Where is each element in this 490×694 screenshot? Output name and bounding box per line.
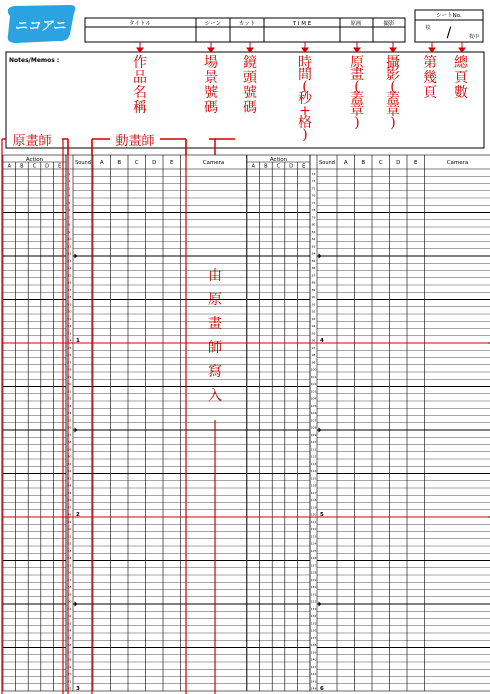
cel-col-header: C — [134, 160, 139, 166]
frame-number: 2 — [68, 179, 71, 183]
frame-number: 78 — [311, 208, 316, 212]
action-col-header: E — [302, 163, 306, 170]
frame-number: 41 — [67, 461, 72, 466]
frame-number: 79 — [311, 215, 316, 220]
frame-number: 104 — [310, 396, 317, 401]
second-mark: 4 — [320, 338, 324, 344]
frame-number: 32 — [67, 396, 72, 401]
frame-number: 144 — [310, 686, 317, 691]
frame-number: 27 — [67, 360, 72, 365]
logo — [8, 5, 76, 43]
frame-number: 71 — [67, 679, 72, 684]
second-mark: 3 — [76, 686, 80, 692]
frame-number: 97 — [311, 345, 316, 350]
frame-number: 37 — [67, 432, 72, 437]
camera-label: Camera — [202, 160, 225, 166]
annotation-scene-no: 場景號碼 — [204, 55, 218, 116]
frame-number: 58 — [67, 585, 72, 589]
frame-number: 62 — [67, 614, 72, 618]
action-col-header: A — [7, 163, 12, 170]
action-col-header: A — [251, 163, 256, 170]
frame-number: 56 — [67, 570, 72, 575]
frame-number: 93 — [311, 316, 316, 321]
frame-number: 138 — [310, 643, 317, 647]
frame-number: 16 — [67, 280, 72, 285]
frame-number: 76 — [311, 193, 316, 198]
frame-number: 124 — [310, 541, 317, 546]
cel-col-header: B — [361, 160, 366, 166]
frame-number: 57 — [67, 577, 72, 582]
frame-number: 25 — [67, 345, 72, 350]
frame-number: 118 — [310, 498, 317, 502]
cel-col-header: B — [117, 160, 122, 166]
frame-number: 11 — [67, 244, 72, 249]
frame-number: 140 — [310, 657, 317, 662]
frame-number: 98 — [311, 353, 316, 357]
frame-number: 24 — [67, 338, 72, 343]
header-satsuei-label: 撮影 — [383, 21, 395, 27]
frame-number: 87 — [311, 273, 316, 278]
frame-number: 83 — [311, 244, 316, 249]
frame-number: 7 — [68, 215, 71, 220]
frame-number: 67 — [67, 650, 72, 655]
sheet-slash: / — [446, 25, 452, 41]
frame-number: 17 — [67, 287, 72, 292]
action-col-header: C — [276, 163, 281, 170]
camera-label: Camera — [446, 160, 469, 166]
cel-col-header: D — [152, 160, 157, 166]
action-label: Action — [25, 157, 44, 163]
frame-number: 107 — [310, 418, 317, 423]
frame-number: 4 — [68, 193, 71, 198]
header-genga-label: 原画 — [350, 21, 362, 27]
frame-number: 3 — [68, 186, 71, 191]
header-arrows — [137, 42, 465, 52]
annotation-cut-no: 鏡頭號碼 — [243, 55, 257, 116]
frame-number: 52 — [67, 541, 72, 546]
second-mark: 5 — [320, 512, 324, 518]
half-second-marker — [319, 428, 322, 433]
frame-number: 15 — [67, 273, 72, 278]
action-block — [247, 155, 310, 691]
frame-number: 35 — [67, 418, 72, 423]
annotation-total-pages: 總頁數 — [454, 55, 468, 101]
sheet-no-label: シートNo. — [436, 13, 462, 19]
frame-number: 8 — [68, 222, 71, 227]
cel-col-header: C — [378, 160, 383, 166]
frame-number: 112 — [310, 454, 317, 459]
header-title-label: タイトル — [129, 21, 151, 27]
frame-number: 139 — [310, 650, 317, 655]
frame-number: 53 — [67, 548, 72, 553]
frame-number: 30 — [67, 382, 72, 386]
frame-number: 60 — [67, 599, 72, 604]
frame-number: 111 — [310, 447, 317, 452]
frame-number: 1 — [68, 171, 71, 176]
annotation-douga-artist: 動畫師 — [115, 134, 155, 149]
frame-number: 114 — [310, 469, 317, 473]
frame-number: 42 — [67, 469, 72, 473]
frame-number: 121 — [310, 519, 317, 524]
frame-number: 113 — [310, 461, 317, 466]
frame-number: 21 — [67, 316, 72, 321]
frame-number: 96 — [311, 338, 316, 343]
frame-number: 134 — [310, 614, 317, 618]
frame-number: 64 — [67, 628, 72, 633]
frame-number: 81 — [311, 229, 316, 234]
annotation-work-name: 作品名稱 — [133, 55, 147, 116]
frame-number: 23 — [67, 331, 72, 336]
frame-number: 133 — [310, 606, 317, 611]
frame-number: 74 — [311, 179, 316, 183]
frame-number: 125 — [310, 548, 317, 553]
logo-text: ニコアニ — [14, 19, 66, 34]
action-col-header: D — [289, 163, 294, 170]
cel-col-header: A — [99, 160, 104, 166]
half-second-marker — [319, 602, 322, 607]
frame-number: 122 — [310, 527, 317, 531]
half-second-marker — [75, 254, 78, 259]
frame-number: 102 — [310, 382, 317, 386]
frame-number: 29 — [67, 374, 72, 379]
frame-number: 28 — [67, 367, 72, 372]
frame-number: 85 — [311, 258, 316, 263]
frame-number: 109 — [310, 432, 317, 437]
frame-number: 128 — [310, 570, 317, 575]
frame-number: 88 — [311, 280, 316, 285]
half-second-marker — [75, 602, 78, 607]
frame-number: 91 — [311, 302, 316, 307]
frame-number: 90 — [311, 295, 316, 299]
frame-number: 45 — [67, 490, 72, 495]
sheet-right-half — [247, 155, 490, 692]
frame-number: 61 — [67, 606, 72, 611]
action-col-header: D — [45, 163, 50, 170]
frame-number: 50 — [67, 527, 72, 531]
frame-number: 51 — [67, 534, 72, 539]
frame-number: 77 — [311, 200, 316, 205]
header-cut-label: カット — [238, 21, 256, 27]
header-time-label: T I M E — [292, 21, 312, 27]
cel-col-header: E — [170, 160, 174, 166]
frame-number: 75 — [311, 186, 316, 191]
frame-number: 38 — [67, 440, 72, 444]
sound-label: Sound — [319, 160, 335, 166]
cel-col-header: D — [396, 160, 401, 166]
action-col-header: E — [58, 163, 62, 170]
frame-number: 141 — [310, 664, 317, 669]
annotation-page-no: 第幾頁 — [423, 55, 437, 101]
red-guide-lines — [2, 139, 488, 694]
frame-number: 119 — [310, 505, 317, 510]
frame-number: 55 — [67, 563, 72, 568]
frame-number: 108 — [310, 425, 317, 430]
action-col-header: B — [20, 163, 24, 170]
frame-number: 115 — [310, 476, 317, 481]
annotation-time: 時間(秒+格) — [298, 55, 312, 143]
frame-number: 44 — [67, 483, 72, 488]
frame-number: 69 — [67, 664, 72, 669]
second-mark: 6 — [320, 686, 324, 692]
frame-number: 68 — [67, 657, 72, 662]
frame-number: 99 — [311, 360, 316, 365]
frame-number: 86 — [311, 266, 316, 270]
frame-number: 89 — [311, 287, 316, 292]
annotation-genga-artist: 原畫師 — [12, 134, 52, 149]
frame-number: 65 — [67, 635, 72, 640]
sheet-mai-label: 枚 — [425, 25, 431, 31]
notes-label: Notes/Memos : — [9, 57, 60, 64]
annotation-written-by-genga: 由原畫師寫入 — [208, 268, 222, 404]
frame-number: 36 — [67, 425, 72, 430]
frame-number: 105 — [310, 403, 317, 408]
frame-number: 46 — [67, 498, 72, 502]
frame-number: 116 — [310, 483, 317, 488]
frame-number: 49 — [67, 519, 72, 524]
frame-number: 132 — [310, 599, 317, 604]
frame-number: 110 — [310, 440, 317, 444]
frame-number: 39 — [67, 447, 72, 452]
second-mark: 1 — [76, 338, 80, 344]
frame-number: 123 — [310, 534, 317, 539]
action-block — [3, 155, 66, 691]
frame-number: 5 — [68, 200, 71, 205]
frame-number: 126 — [310, 556, 317, 560]
frame-number: 66 — [67, 643, 72, 647]
frame-number: 92 — [311, 309, 316, 314]
header-scene-label: シーン — [204, 21, 222, 27]
action-col-header: C — [32, 163, 37, 170]
frame-number: 14 — [67, 266, 72, 270]
cel-col-header: E — [414, 160, 418, 166]
half-second-marker — [319, 254, 322, 259]
frame-number: 73 — [311, 171, 316, 176]
frame-number: 34 — [67, 411, 72, 415]
frame-number: 103 — [310, 389, 317, 394]
frame-number: 43 — [67, 476, 72, 481]
frame-number: 130 — [310, 585, 317, 589]
frame-number: 10 — [67, 237, 72, 241]
frame-number: 143 — [310, 679, 317, 684]
frame-number: 20 — [67, 309, 72, 314]
action-label: Action — [269, 157, 288, 163]
action-col-header: B — [264, 163, 268, 170]
half-second-marker — [75, 428, 78, 433]
frame-number: 33 — [67, 403, 72, 408]
frame-number: 72 — [67, 686, 72, 691]
frame-number: 142 — [310, 672, 317, 676]
frame-number: 136 — [310, 628, 317, 633]
frame-number: 59 — [67, 592, 72, 597]
sound-label: Sound — [75, 160, 91, 166]
frame-number: 47 — [67, 505, 72, 510]
frame-number: 26 — [67, 353, 72, 357]
frame-number: 54 — [67, 556, 72, 560]
frame-number: 117 — [310, 490, 317, 495]
frame-number: 18 — [67, 295, 72, 299]
frame-number: 127 — [310, 563, 317, 568]
sheet-left-half — [3, 155, 247, 692]
cel-col-header: A — [343, 160, 348, 166]
frame-number: 95 — [311, 331, 316, 336]
frame-number: 120 — [310, 512, 317, 517]
frame-number: 63 — [67, 621, 72, 626]
frame-number: 40 — [67, 454, 72, 459]
annotation-satsuei-stamp: 攝影(蓋章) — [386, 55, 400, 131]
frame-number: 82 — [311, 237, 316, 241]
second-mark: 2 — [76, 512, 80, 518]
frame-number: 9 — [68, 229, 71, 234]
frame-number: 101 — [310, 374, 317, 379]
frame-number: 22 — [67, 324, 72, 328]
frame-number: 31 — [67, 389, 72, 394]
sheet-naka-label: 枚中 — [468, 34, 480, 40]
frame-number: 48 — [67, 512, 72, 517]
frame-number: 70 — [67, 672, 72, 676]
frame-number: 12 — [67, 251, 72, 256]
frame-number: 100 — [310, 367, 317, 372]
frame-number: 131 — [310, 592, 317, 597]
frame-number: 135 — [310, 621, 317, 626]
annotation-genga-stamp: 原畫(蓋章) — [350, 55, 364, 131]
frame-number: 6 — [68, 208, 71, 212]
frame-number: 106 — [310, 411, 317, 415]
frame-number: 129 — [310, 577, 317, 582]
frame-number: 94 — [311, 324, 316, 328]
frame-number: 13 — [67, 258, 72, 263]
frame-number: 19 — [67, 302, 72, 307]
frame-number: 137 — [310, 635, 317, 640]
frame-number: 84 — [311, 251, 316, 256]
frame-number: 80 — [311, 222, 316, 227]
